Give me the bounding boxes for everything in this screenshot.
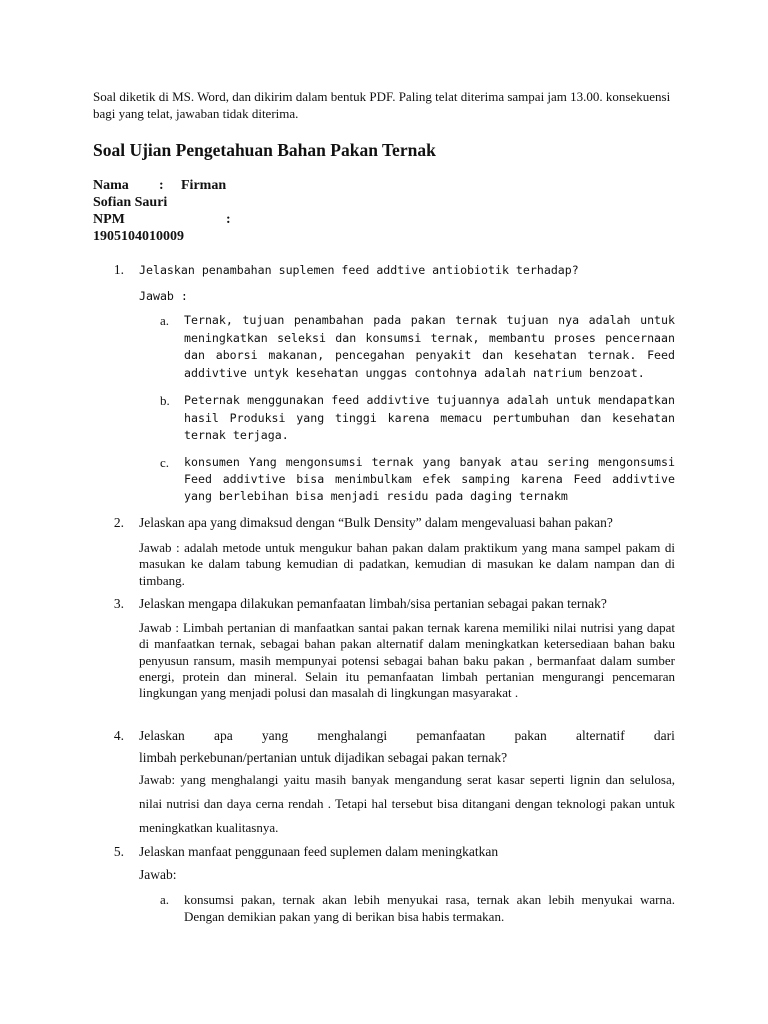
nama-value-continued: Sofian Sauri bbox=[93, 195, 168, 210]
question-number: 2. bbox=[113, 515, 124, 530]
question-word: Jelaskan bbox=[139, 728, 185, 743]
answer-item: Peternak menggunakan feed addivtive tujuannya adalah untuk mendapatkan hasil Produksi yang tinggi karena memacu pertumbuhan dan kesehatan ternak terjaga. bbox=[184, 393, 675, 443]
question-text: Jelaskan apa yang dimaksud dengan “Bulk Density” dalam mengevaluasi bahan pakan? bbox=[139, 515, 613, 530]
npm-value: 1905104010009 bbox=[93, 229, 184, 244]
answer-letter: c. bbox=[160, 455, 170, 470]
question-number: 5. bbox=[113, 844, 124, 859]
nama-colon: : bbox=[159, 178, 164, 193]
answer-text: Jawab : adalah metode untuk mengukur bahan pakan dalam praktikum yang mana sampel pakam di masukan ke dalam tabung kemudian di padatkan, kemudian di masukan ke dalam nampan dan di timbang. bbox=[139, 540, 675, 588]
nama-value: Firman bbox=[181, 178, 227, 193]
question-number: 3. bbox=[113, 596, 124, 611]
question-number: 4. bbox=[113, 728, 124, 743]
exam-title: Soal Ujian Pengetahuan Bahan Pakan Ternak bbox=[93, 140, 436, 160]
question-word: dari bbox=[653, 728, 675, 743]
question-text: Jelaskan penambahan suplemen feed addtive antiobiotik terhadap? bbox=[139, 263, 579, 277]
question-word: pakan bbox=[514, 728, 547, 743]
npm-label: NPM bbox=[93, 212, 125, 227]
answer-letter: a. bbox=[160, 892, 170, 907]
answer-item: konsumsi pakan, ternak akan lebih menyukai rasa, ternak akan lebih menyukai warna. Dengan demikian pakan yang di berikan bisa habis termakan. bbox=[184, 892, 675, 924]
submission-notice: Soal diketik di MS. Word, dan dikirim dalam bentuk PDF. Paling telat diterima sampai jam 13.00. konsekuensi bagi yang telat, jawaban tidak diterima. bbox=[93, 89, 671, 121]
jawab-label: Jawab : bbox=[139, 289, 188, 303]
question-text-continued: limbah perkebunan/pertanian untuk dijadikan sebagai pakan ternak? bbox=[139, 750, 508, 765]
question-number: 1. bbox=[113, 262, 124, 277]
question-text bbox=[139, 728, 675, 744]
question-word: alternatif bbox=[575, 728, 625, 743]
jawab-label: Jawab: bbox=[139, 867, 177, 882]
answer-text: Jawab : Limbah pertanian di manfaatkan santai pakan ternak karena memiliki nilai nutrisi yang dapat di manfaatkan ternak, sebagai bahan pakan alternatif dalam meningkatkan ketersediaan bahan baku penyusun ransum, masih mempunyai potensi sebagai bahan baku pakan , bermanfaat dalam sumber energi, protein dan mineral. Selain itu pemanfaatan limbah pertanian mengurangi pencemaran lingkungan yang menjadi polusi dan masalah di lingkungan masyarakat . bbox=[139, 620, 675, 701]
answer-item: konsumen Yang mengonsumsi ternak yang banyak atau sering mengonsumsi Feed addivtive bisa menimbulkam efek samping karena Feed addivtive yang berlebihan bisa menjadi residu pada daging ternakm bbox=[184, 455, 675, 503]
answer-letter: b. bbox=[160, 393, 170, 408]
question-text: Jelaskan mengapa dilakukan pemanfaatan limbah/sisa pertanian sebagai pakan ternak? bbox=[139, 596, 607, 611]
nama-label: Nama bbox=[93, 178, 129, 193]
answer-letter: a. bbox=[160, 313, 170, 328]
question-text: Jelaskan manfaat penggunaan feed suplemen dalam meningkatkan bbox=[139, 844, 499, 859]
answer-item: Ternak, tujuan penambahan pada pakan ternak tujuan nya adalah untuk meningkatkan seleksi dan konsumsi ternak, membantu proses pencernaan dan aborsi makanan, pencegahan penyakit dan kesehatan ternak. Feed addivtive untyk kesehatan unggas contohnya adalah natrium benzoat. bbox=[184, 313, 675, 380]
question-word: yang bbox=[261, 728, 289, 743]
answer-text: Jawab: yang menghalangi yaitu masih banyak mengandung serat kasar seperti lignin dan selulosa, nilai nutrisi dan daya cerna rendah . Tetapi hal tersebut bisa ditangani dengan teknologi pakan untuk meningkatkan kualitasnya. bbox=[139, 772, 675, 835]
question-word: menghalangi bbox=[317, 728, 388, 743]
question-word: pemanfaatan bbox=[416, 728, 486, 743]
question-word: apa bbox=[213, 728, 233, 743]
npm-colon: : bbox=[226, 212, 231, 227]
